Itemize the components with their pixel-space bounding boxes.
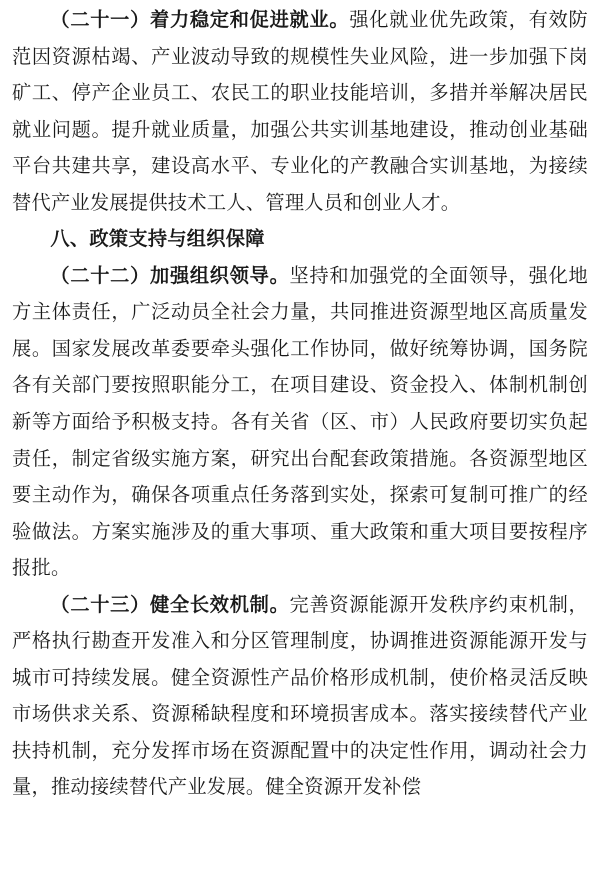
paragraph-lead: （二十三）健全长效机制。: [50, 592, 290, 616]
section-heading: 八、政策支持与组织保障: [50, 227, 265, 251]
paragraph-lead: （二十一）着力稳定和促进就业。: [50, 8, 350, 31]
paragraph-mechanism: [12, 587, 588, 806]
paragraph-leadership: [12, 258, 588, 587]
paragraph-body: 坚持和加强党的全面领导，强化地方主体责任，广泛动员全社会力量，共同推进资源型地区高质量发展。国家发展改革委要牵头强化工作协同，做好统筹协调，国务院各有关部门要按照职能分工，在项目建设、资金投入、体制机制创新等方面给予积极支持。各有关省（区、市）人民政府要切实负起责任，制定省级实施方案，研究出台配套政策措施。各资源型地区要主动作为，确保各项重点任务落到实处，探索可复制可推广的经验做法。方案实施涉及的重大事项、重大政策和重大项目要按程序报批。: [12, 263, 589, 580]
paragraph-body: 强化就业优先政策，有效防范因资源枯竭、产业波动导致的规模性失业风险，进一步加强下岗矿工、停产企业员工、农民工的职业技能培训，多措并举解决居民就业问题。提升就业质量，加强公共实训基地建设，推动创业基础平台共建共享，建设高水平、专业化的产教融合实训基地，为接续替代产业发展提供技术工人、管理人员和创业人才。: [12, 8, 589, 214]
paragraph-employment: [12, 2, 588, 221]
paragraph-body: 完善资源能源开发秩序约束机制，严格执行勘查开发准入和分区管理制度，协调推进资源能源开发与城市可持续发展。健全资源性产品价格形成机制，使价格灵活反映市场供求关系、资源稀缺程度和环境损害成本。落实接续替代产业扶持机制，充分发挥市场在资源配置中的决定性作用，调动社会力量，推动接续替代产业发展。健全资源开发补偿: [12, 592, 589, 799]
paragraph-lead: （二十二）加强组织领导。: [50, 263, 290, 287]
